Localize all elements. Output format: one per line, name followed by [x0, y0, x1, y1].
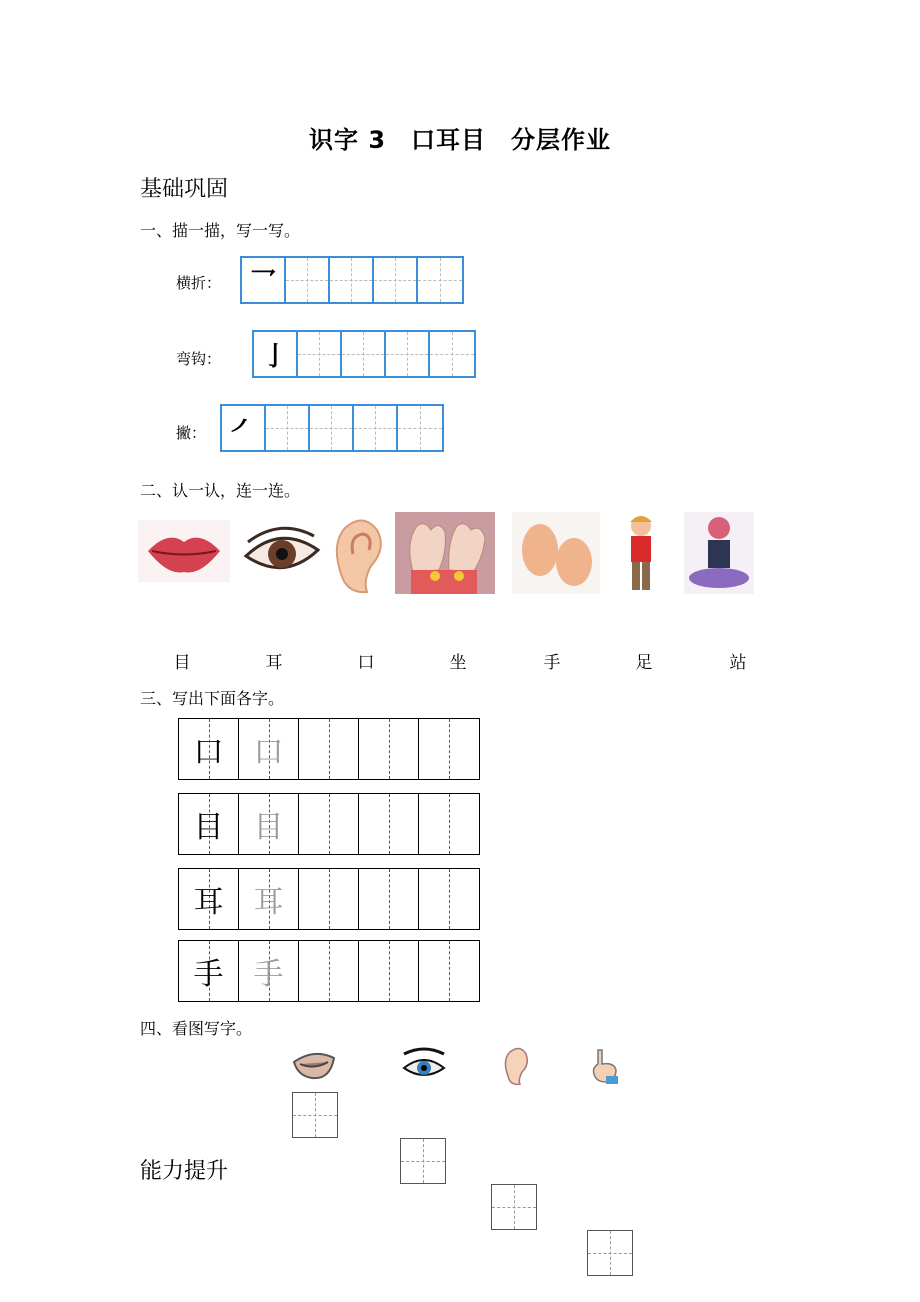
write-box-hand[interactable] — [587, 1230, 633, 1276]
write-cell[interactable] — [298, 332, 342, 376]
model-char: 手 — [193, 957, 224, 992]
write-cell[interactable] — [359, 869, 419, 929]
stroke-grid-pie — [220, 404, 444, 452]
write-cell[interactable] — [430, 332, 474, 376]
eye-icon — [400, 1046, 448, 1082]
write-cell[interactable] — [266, 406, 310, 450]
write-cell[interactable] — [354, 406, 398, 450]
write-cell[interactable] — [299, 719, 359, 779]
write-cell[interactable] — [386, 332, 430, 376]
stroke-sample-cell — [222, 406, 266, 450]
write-box-mouth[interactable] — [292, 1092, 338, 1138]
section-heading-basic: 基础巩固 — [140, 177, 229, 202]
ear-icon — [500, 1046, 532, 1086]
write-cell[interactable] — [299, 794, 359, 854]
hands-picture — [395, 512, 495, 594]
write-cell[interactable] — [310, 406, 354, 450]
match-word-zhan: 站 — [729, 653, 747, 673]
stroke-label-pie: 撇： — [176, 424, 207, 442]
trace-char: 目 — [253, 810, 284, 845]
stroke-sample: ㇒ — [229, 415, 256, 446]
writing-grid-shou — [178, 940, 480, 1002]
write-cell[interactable] — [419, 869, 479, 929]
write-cell[interactable] — [330, 258, 374, 302]
stroke-grid-heng-zhe — [240, 256, 464, 304]
write-cell[interactable] — [418, 258, 462, 302]
mouth-icon — [290, 1046, 338, 1082]
hand-icon — [588, 1046, 622, 1086]
match-word-zu: 足 — [635, 653, 653, 673]
question-1: 一、描一描，写一写。 — [140, 221, 301, 240]
write-cell[interactable] — [342, 332, 386, 376]
match-word-shou: 手 — [543, 653, 561, 673]
standing-boy-picture — [620, 512, 662, 594]
match-word-kou: 口 — [357, 653, 375, 673]
writing-grid-mu — [178, 793, 480, 855]
eye-picture — [240, 520, 322, 582]
stroke-label-heng-zhe: 横折： — [176, 274, 222, 292]
write-cell[interactable] — [359, 794, 419, 854]
trace-char: 耳 — [253, 885, 284, 920]
page-title: 识字 3 口耳目 分层作业 — [308, 126, 612, 154]
stroke-sample: 亅 — [261, 341, 288, 372]
question-2: 二、认一认，连一连。 — [140, 481, 301, 500]
write-cell[interactable] — [359, 719, 419, 779]
ear-picture — [327, 514, 387, 596]
write-cell[interactable] — [398, 406, 442, 450]
write-cell[interactable] — [419, 719, 479, 779]
write-cell[interactable] — [359, 941, 419, 1001]
model-char: 目 — [193, 810, 224, 845]
write-cell[interactable] — [374, 258, 418, 302]
write-cell[interactable] — [286, 258, 330, 302]
match-word-mu: 目 — [173, 653, 191, 673]
write-box-eye[interactable] — [400, 1138, 446, 1184]
write-box-ear[interactable] — [491, 1184, 537, 1230]
stroke-grid-wan-gou — [252, 330, 476, 378]
section-heading-advanced: 能力提升 — [140, 1159, 229, 1184]
feet-picture — [512, 512, 600, 594]
question-3: 三、写出下面各字。 — [140, 689, 285, 708]
mouth-picture — [138, 520, 230, 582]
stroke-label-wan-gou: 弯钩： — [176, 350, 222, 368]
match-word-zuo: 坐 — [449, 653, 467, 673]
write-cell[interactable] — [299, 869, 359, 929]
stroke-sample: 乛 — [249, 267, 276, 298]
question-4: 四、看图写字。 — [140, 1019, 253, 1038]
sitting-kid-picture — [684, 512, 754, 594]
model-char: 耳 — [193, 885, 224, 920]
trace-char: 口 — [253, 735, 284, 770]
write-cell[interactable] — [419, 794, 479, 854]
match-word-er: 耳 — [265, 653, 283, 673]
model-char: 口 — [193, 735, 224, 770]
stroke-sample-cell — [242, 258, 286, 302]
writing-grid-kou — [178, 718, 480, 780]
write-cell[interactable] — [419, 941, 479, 1001]
stroke-sample-cell — [254, 332, 298, 376]
writing-grid-er — [178, 868, 480, 930]
write-cell[interactable] — [299, 941, 359, 1001]
trace-char: 手 — [253, 957, 284, 992]
